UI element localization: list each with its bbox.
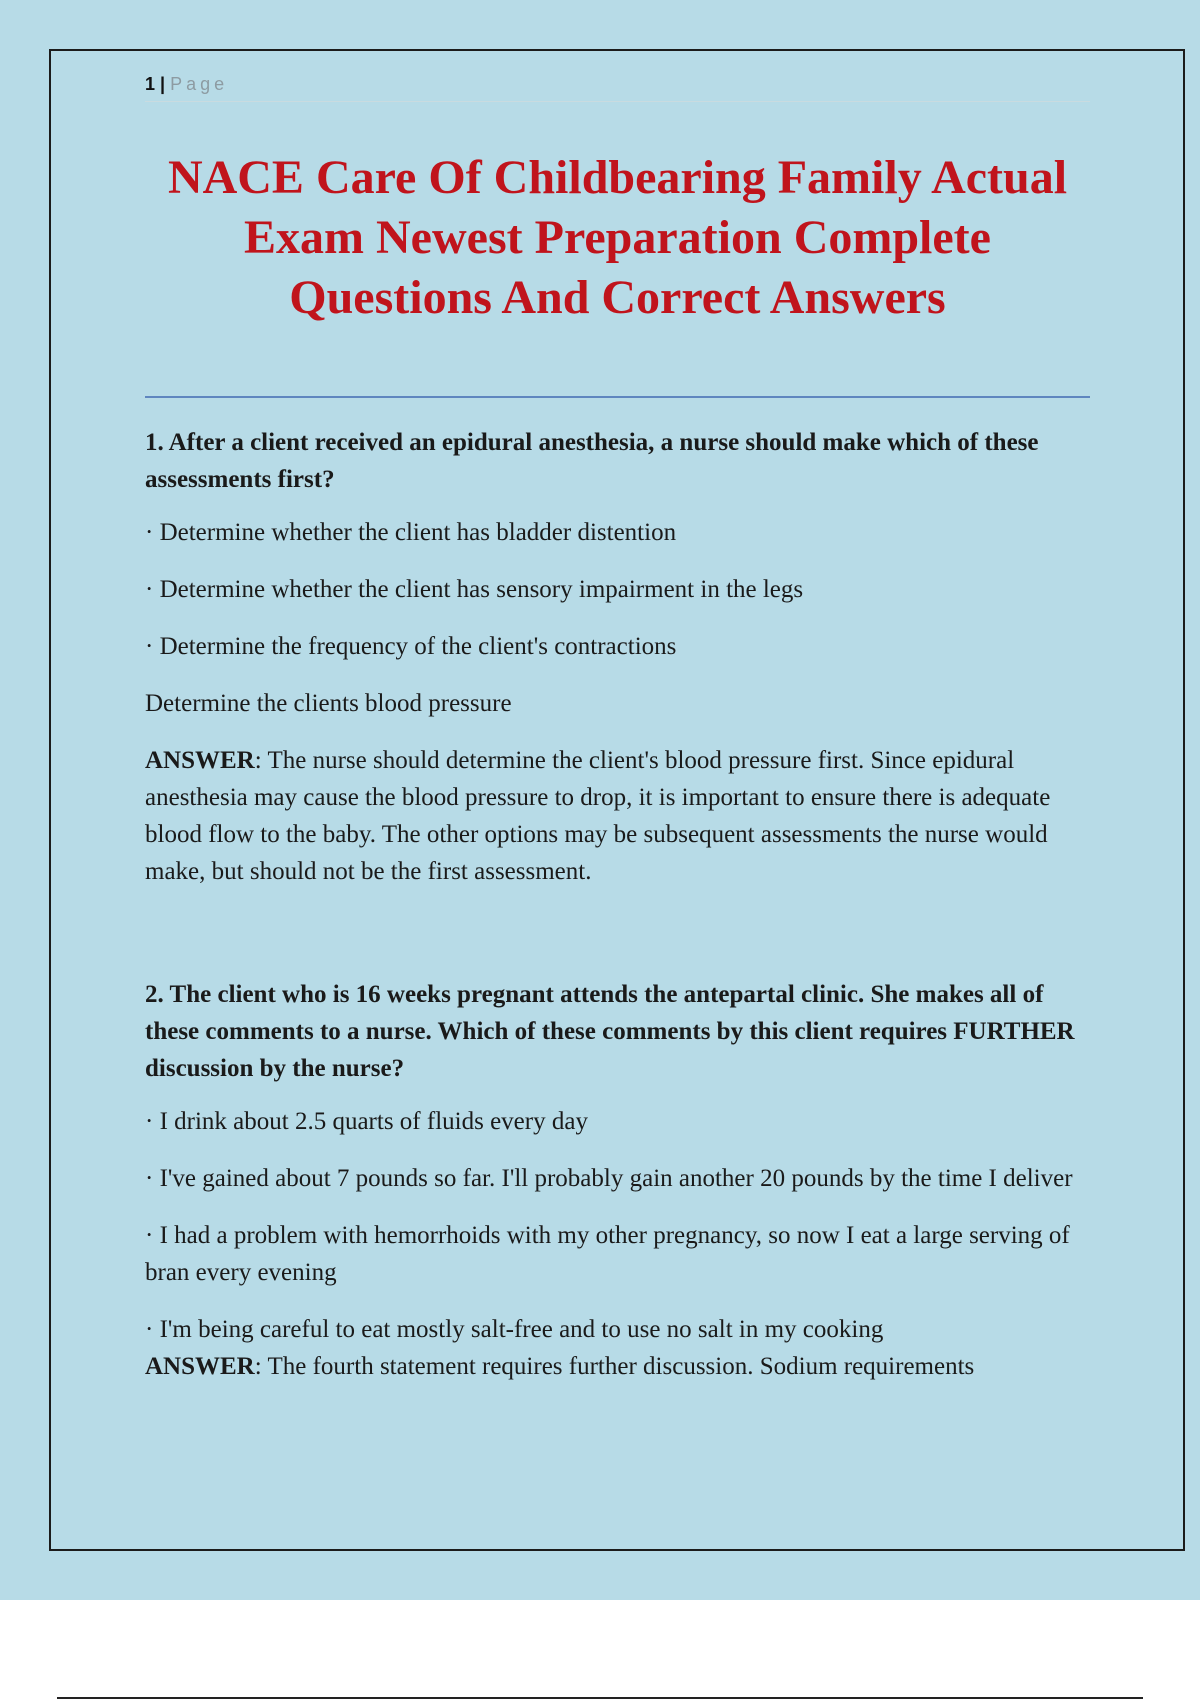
- answer-option: · I'm being careful to eat mostly salt-free and to use no salt in my cooking: [145, 1316, 884, 1343]
- answer-option: · I've gained about 7 pounds so far. I'll probably gain another 20 pounds by the time I deliver: [145, 1165, 1073, 1192]
- header-rule: [145, 101, 1090, 102]
- question-block-2: [145, 976, 1090, 1385]
- page-number-separator: |: [160, 74, 166, 94]
- document-title: NACE Care Of Childbearing Family Actual Exam Newest Preparation Complete Questions And Correct Answers: [167, 151, 1068, 324]
- page-word: Page: [170, 74, 229, 94]
- answer-option: · Determine the frequency of the client's contractions: [145, 633, 677, 660]
- answer-explanation: [145, 1348, 1090, 1385]
- answer-option: · Determine whether the client has sensory impairment in the legs: [145, 576, 804, 603]
- question-spacer: [145, 890, 1090, 976]
- document-body: [145, 424, 1090, 1385]
- page-number: 1: [145, 74, 156, 94]
- answer-text: : The fourth statement requires further discussion. Sodium requirements: [254, 1353, 975, 1380]
- answer-option: · I had a problem with hemorrhoids with my other pregnancy, so now I eat a large serving of bran every evening: [145, 1222, 1070, 1286]
- answer-label: ANSWER: [145, 1353, 255, 1380]
- answer-label: ANSWER: [145, 747, 255, 774]
- page-number-header: [145, 74, 228, 95]
- answer-option: · I drink about 2.5 quarts of fluids every day: [145, 1108, 588, 1135]
- answer-option: · Determine whether the client has bladder distention: [145, 519, 677, 546]
- answer-explanation: [145, 742, 1090, 890]
- question-block-1: [145, 424, 1090, 890]
- title-rule: [145, 396, 1090, 398]
- answer-option: Determine the clients blood pressure: [145, 690, 512, 717]
- answer-text: : The nurse should determine the client's blood pressure first. Since epidural anesthesia may cause the blood pressure to drop, it is important to ensure there is adequate blood flow to the baby. The other options may be subsequent assessments the nurse would make, but should not be the first assessment.: [145, 747, 1051, 885]
- footer-rule: [57, 1697, 1143, 1699]
- question-text: 2. The client who is 16 weeks pregnant attends the antepartal clinic. She makes all of these comments to a nurse. Which of these comments by this client requires FURTHER discussion by the nurse?: [145, 981, 1075, 1082]
- question-text: 1. After a client received an epidural anesthesia, a nurse should make which of these assessments first?: [145, 429, 1039, 493]
